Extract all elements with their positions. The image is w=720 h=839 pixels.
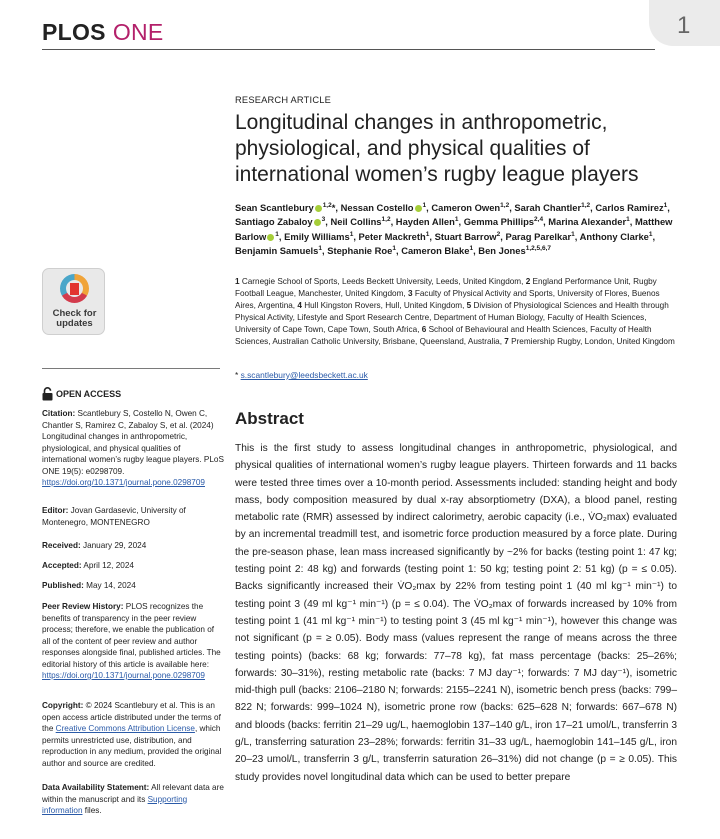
published-block — [42, 580, 224, 592]
published-date: May 14, 2024 — [86, 581, 136, 590]
data-availability-text: All relevant data are within the manuscript and its — [42, 783, 224, 804]
email-link[interactable]: s.scantlebury@leedsbeckett.ac.uk — [240, 370, 368, 380]
page-number: 1 — [677, 12, 691, 39]
sidebar-divider — [42, 368, 220, 369]
author-affiliation-sup: 1,2 — [381, 216, 391, 224]
open-access-label — [42, 387, 121, 401]
author-name[interactable]: Ben Jones — [478, 245, 526, 257]
author-name[interactable]: Emily Williams — [284, 230, 350, 242]
author-affiliation-sup: 1,2 — [322, 202, 332, 209]
open-lock-icon — [42, 387, 53, 401]
author-name[interactable]: Peter Mackreth — [358, 230, 426, 242]
affiliation-text: England Performance Unit, Rugby Football League, Manchester, United Kingdom, — [235, 277, 657, 299]
author-separator: , — [543, 216, 549, 228]
author-name[interactable]: Hayden Allen — [395, 216, 455, 228]
copyright-block — [42, 700, 224, 769]
author-separator: , — [458, 216, 464, 228]
author-name[interactable]: Anthony Clarke — [579, 230, 649, 242]
badge-label: Check for updates — [52, 308, 97, 329]
author-list — [235, 200, 680, 257]
author-name[interactable]: Stephanie Roe — [327, 245, 393, 257]
citation-label: Citation: — [42, 409, 76, 418]
abstract-heading: Abstract — [235, 409, 304, 428]
author-name[interactable]: Gemma Phillips — [463, 216, 535, 228]
author-affiliation-sup: 1 — [422, 202, 427, 209]
orcid-icon[interactable] — [415, 205, 422, 212]
author-affiliation-sup: 1 — [392, 244, 396, 252]
author-name[interactable]: Cameron Owen — [431, 202, 501, 214]
peer-review-link[interactable]: https://doi.org/10.1371/journal.pone.0298709 — [42, 671, 205, 680]
orcid-icon[interactable] — [314, 219, 321, 226]
author-name[interactable]: Marina Alexander — [548, 216, 627, 228]
author-affiliation-sup: 1 — [454, 216, 459, 224]
corresponding-email — [235, 370, 368, 380]
affiliation-number: 2 — [525, 277, 531, 286]
received-label: Received: — [42, 541, 81, 550]
cc-license-link[interactable]: Creative Commons Attribution License — [55, 724, 195, 733]
affiliation-number: 5 — [466, 301, 472, 311]
received-date: January 29, 2024 — [82, 541, 147, 550]
author-name[interactable]: Nessan Costello — [340, 202, 414, 214]
author-affiliation-sup: 1,2 — [500, 202, 510, 209]
author-separator: , — [429, 230, 435, 242]
affiliation-text: Carnegie School of Sports, Leeds Beckett University, Leeds, United Kingdom, — [241, 277, 524, 286]
affiliation-text: Faculty of Physical Activity and Sports, University of Flores, Buenos Aires, Argentina, — [235, 289, 660, 311]
copyright-text-end: , which permits unrestricted use, distribution, and reproduction in any medium, provided the original author and source are credited. — [42, 724, 222, 768]
citation-doi-link[interactable]: https://doi.org/10.1371/journal.pone.0298709 — [42, 478, 205, 487]
affiliation-text: Hull Kingston Rovers, Hull, United Kingdom, — [304, 301, 465, 311]
affiliation-number: 4 — [297, 301, 302, 311]
editor-label: Editor: — [42, 506, 69, 515]
header-divider — [42, 49, 655, 50]
author-affiliation-sup: 1 — [626, 216, 630, 224]
author-separator: , — [652, 230, 656, 242]
accepted-date: April 12, 2024 — [83, 561, 134, 570]
author-name[interactable]: Carlos Ramirez — [595, 202, 664, 214]
logo-one: ONE — [112, 19, 164, 45]
author-separator: , — [390, 216, 396, 228]
accepted-label: Accepted: — [42, 561, 82, 570]
author-separator: , — [574, 230, 580, 242]
author-separator: , — [500, 230, 506, 242]
published-label: Published: — [42, 581, 84, 590]
affiliation-text: School of Behavioural and Health Sciences, Faculty of Health Sciences, Australian Catholic University, Brisbane, Queensland, Australia, — [235, 325, 652, 347]
received-block — [42, 540, 224, 552]
author-separator: , — [667, 202, 670, 214]
author-affiliation-sup: 1 — [469, 244, 474, 252]
email-star: * — [235, 370, 239, 380]
copyright-text: © 2024 Scantlebury et al. This is an open access article distributed under the terms of the — [42, 701, 221, 733]
affiliation-number: 7 — [504, 337, 509, 347]
author-separator: , — [325, 216, 331, 228]
plos-one-logo[interactable] — [42, 19, 164, 46]
article-type: RESEARCH ARTICLE — [235, 95, 332, 105]
author-name[interactable]: Cameron Blake — [401, 245, 470, 257]
author-name[interactable]: Sean Scantlebury — [235, 202, 314, 214]
author-affiliation-sup: 1,2,5,6,7 — [525, 244, 552, 252]
affiliation-text: Premiership Rugby, London, United Kingdom — [511, 337, 675, 347]
author-affiliation-sup: 1 — [648, 230, 653, 238]
supporting-information-link[interactable]: Supporting information — [42, 794, 188, 815]
bookmark-icon — [70, 283, 79, 295]
article-title: Longitudinal changes in anthropometric, physiological, and physical qualities of international women’s rugby league players — [235, 111, 639, 186]
page-header — [0, 0, 720, 56]
affiliation-text: Division of Physiological Sciences and Health through Physical Activity, Lifestyle and Sport Research Centre, Department of Human Biology, Faculty of Health Sciences, University of Cape Town, Cape Town, South Africa, — [235, 301, 669, 335]
author-separator: *, — [331, 202, 341, 214]
author-affiliation-sup: 2,4 — [534, 216, 544, 224]
peer-review-block — [42, 601, 224, 682]
author-name[interactable]: Sarah Chantler — [514, 202, 582, 214]
author-name[interactable]: Parag Parelkar — [505, 230, 572, 242]
author-separator: , — [473, 245, 479, 257]
author-separator: , — [426, 202, 432, 214]
author-affiliation-sup: 3 — [321, 216, 326, 224]
author-affiliation-sup: 1 — [425, 230, 430, 238]
open-access-text: OPEN ACCESS — [56, 389, 122, 399]
author-affiliation-sup: 1 — [275, 230, 279, 238]
data-availability-block — [42, 782, 224, 817]
affiliations — [235, 276, 680, 349]
accepted-block — [42, 560, 224, 572]
author-name[interactable]: Neil Collins — [330, 216, 382, 228]
affiliation-number: 1 — [235, 277, 240, 286]
author-affiliation-sup: 1 — [663, 202, 668, 209]
orcid-icon[interactable] — [267, 234, 274, 241]
orcid-icon[interactable] — [315, 205, 322, 212]
author-affiliation-sup: 2 — [496, 230, 501, 238]
author-separator: , — [629, 216, 635, 228]
affiliation-number: 3 — [407, 289, 413, 299]
author-name[interactable]: Stuart Barrow — [434, 230, 497, 242]
check-for-updates-badge[interactable] — [42, 268, 105, 335]
abstract-text: This is the first study to assess longitudinal changes in anthropometric, physiological, and physical qualities of international women’s rugby league players. Thirteen forwards and 11 backs were tested three times over a 10-month period. Assessments included: standing height and body mass, body composition measured by dual x-ray absorptiometry (DXA), a blood panel, resting metabolic rate (RMR) assessed by indirect calorimetry, aerobic capacity (i.e., V̇O₂max) evaluated by an incremental treadmill test, and isometric force production measured by a force plate. During the pre-season phase, lean mass increased significantly by ~2% for backs (testing point 1: 47 kg; testing point 2: 48 kg) and forwards (testing point 1: 50 kg; testing point 2: 51 kg) (p = ≤ 0.05). Backs significantly increased their V̇O₂max by 22% from testing point 1 (40 ml kg⁻¹ min⁻¹) to testing point 3 (49 ml kg⁻¹ min⁻¹) (p = ≤ 0.04). The V̇O₂max of forwards increased by 10% from testing point 1 (41 ml kg⁻¹ min⁻¹) to testing point 3 (45 ml kg⁻¹ min⁻¹), however this change was not significant (p = ≥ 0.05). Body mass (values represent the range of means across the three testing points) (backs: 68 kg; forwards: 77–78 kg), fat mass percentage (backs: 25–26%; forwards: 30–31%), resting metabolic rate (backs: 7 MJ day⁻¹; forwards: 7 MJ day⁻¹), isometric mid-thigh pull (backs: 2106–2180 N; forwards: 2155–2241 N), isometric bench press (backs: 799–822 N; forwards: 999–1024 N), isometric prone row (backs: 625–628 N; forwards: 667–678 N) and bloods (backs: ferritin 21–29 ug/L, haemoglobin 137–140 g/L, iron 17–21 umol/L, transferrin 3 g/L, transferring saturation 23–28%; forwards: ferritin 31–33 ug/L, haemoglobin 141–145 g/L, iron 20–23 umol/L, transferrin 3 g/L, transferrin saturation 26–31%) did not change (p = ≥ 0.05). This study provides novel longitudinal data which can be used to better prepare — [235, 443, 677, 783]
abstract-body — [235, 440, 677, 786]
affiliation-number: 6 — [421, 325, 427, 335]
data-availability-text-end: files. — [84, 806, 102, 815]
author-separator: , — [353, 230, 359, 242]
author-separator: , — [278, 230, 285, 242]
author-affiliation-sup: 1 — [318, 244, 322, 252]
author-affiliation-sup: 1 — [571, 230, 575, 238]
data-availability-label: Data Availability Statement: — [42, 783, 150, 792]
author-name[interactable]: Matthew Barlow — [235, 216, 673, 242]
author-separator: , — [395, 245, 402, 257]
citation-text: Scantlebury S, Costello N, Owen C, Chantler S, Ramirez C, Zabaloy S, et al. (2024) Longitudinal changes in anthropometric, physiological, and physical qualities of international women’s rugby league players. PLoS ONE 19(5): e0298709. — [42, 409, 224, 476]
author-separator: , — [322, 245, 328, 257]
author-separator: , — [509, 202, 515, 214]
author-name[interactable]: Benjamin Samuels — [235, 245, 319, 257]
author-affiliation-sup: 1 — [349, 230, 354, 238]
author-separator: , — [590, 202, 596, 214]
copyright-label: Copyright: — [42, 701, 84, 710]
citation-block — [42, 408, 224, 489]
author-name[interactable]: Santiago Zabaloy — [235, 216, 313, 228]
logo-plos: PLOS — [42, 19, 106, 45]
peer-review-label: Peer Review History: — [42, 602, 124, 611]
peer-review-text: PLOS recognizes the benefits of transparency in the peer review process; therefore, we enable the publication of all of the content of peer review and author responses alongside final, published articles. The editorial history of this article is available here: — [42, 602, 221, 669]
editor-block — [42, 505, 224, 528]
author-affiliation-sup: 1,2 — [581, 202, 591, 209]
editor-text: Jovan Gardasevic, University of Montenegro, MONTENEGRO — [42, 506, 186, 527]
